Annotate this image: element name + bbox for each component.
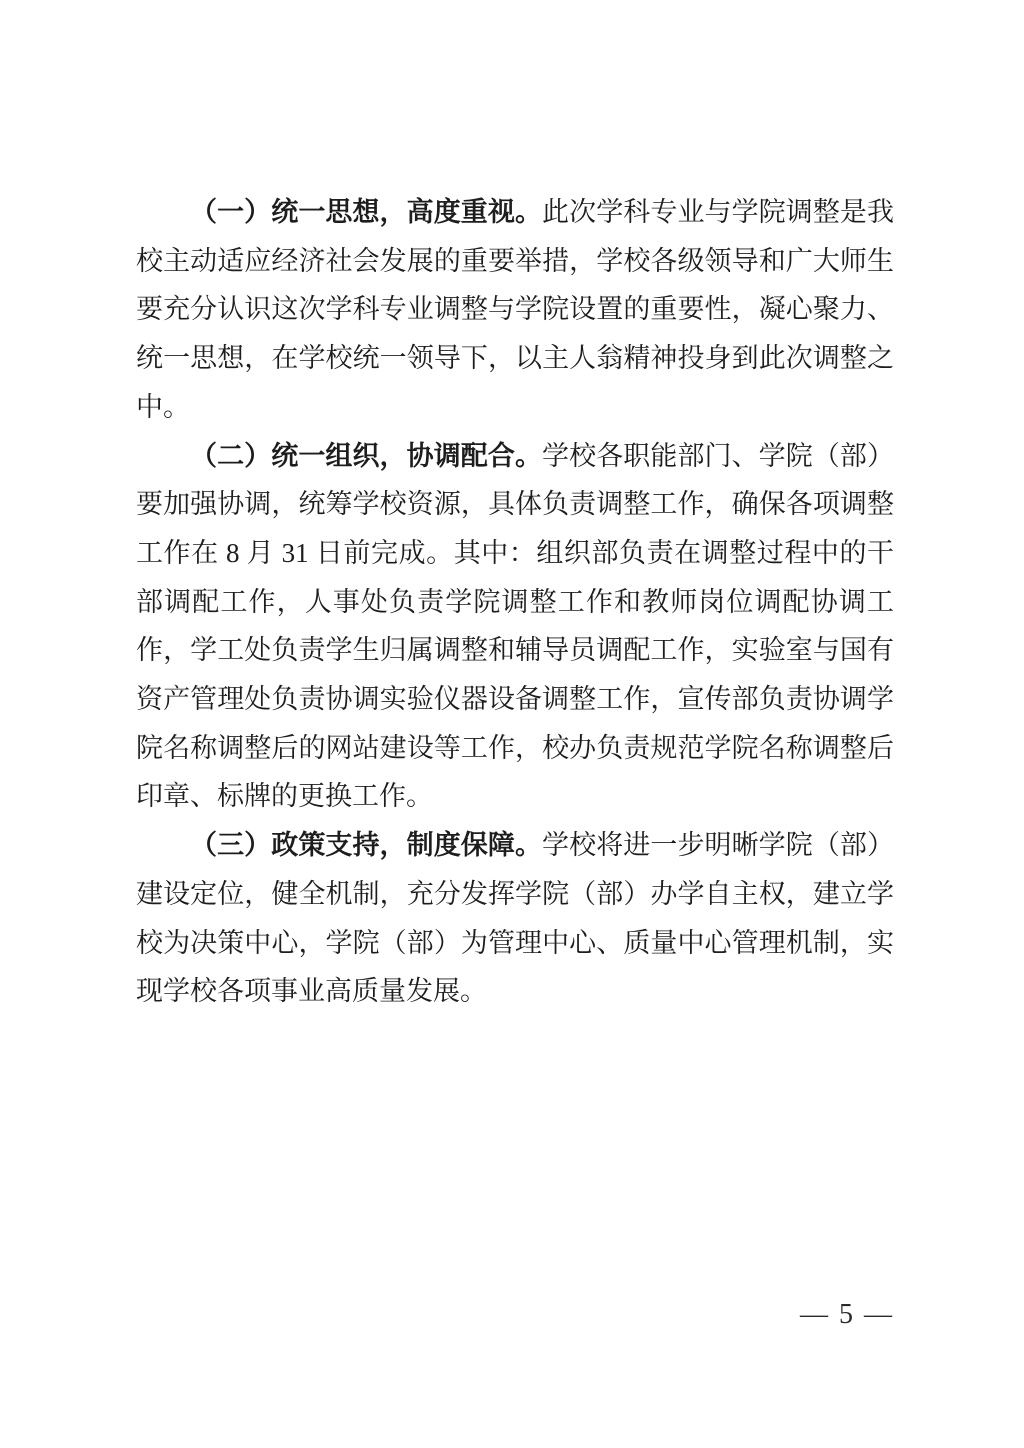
paragraph-body: 学校将进一步明晰学院（部）建设定位，健全机制，充分发挥学院（部）办学自主权，建立学校为决策中心，学院（部）为管理中心、质量中心管理机制，实现学校各项事业高质量发展。 — [136, 830, 895, 1007]
paragraph — [136, 821, 894, 1016]
paragraph — [136, 188, 894, 432]
paragraph-body: 学校各职能部门、学院（部）要加强协调，统筹学校资源，具体负责调整工作，确保各项调整工作在 8 月 31 日前完成。其中：组织部负责在调整过程中的干部调配工作，人事处负责学院调整工作和教师岗位调配协调工作，学工处负责学生归属调整和辅导员调配工作，实验室与国有资产管理处负责协调实验仪器设备调整工作，宣传部负责协调学院名称调整后的网站建设等工作，校办负责规范学院名称调整后印章、标牌的更换工作。 — [136, 440, 895, 812]
page-number: — 5 — — [800, 1299, 894, 1330]
paragraph-heading: （二）统一组织，协调配合。 — [190, 440, 543, 471]
paragraph — [136, 432, 894, 822]
paragraph-heading: （一）统一思想，高度重视。 — [190, 197, 543, 227]
paragraph-body: 此次学科专业与学院调整是我校主动适应经济社会发展的重要举措，学校各级领导和广大师生要充分认识这次学科专业调整与学院设置的重要性，凝心聚力、统一思想，在学校统一领导下，以主人翁精神投身到此次调整之中。 — [136, 197, 895, 422]
paragraph-heading: （三）政策支持，制度保障。 — [190, 830, 543, 861]
document-text-block — [136, 188, 894, 1016]
